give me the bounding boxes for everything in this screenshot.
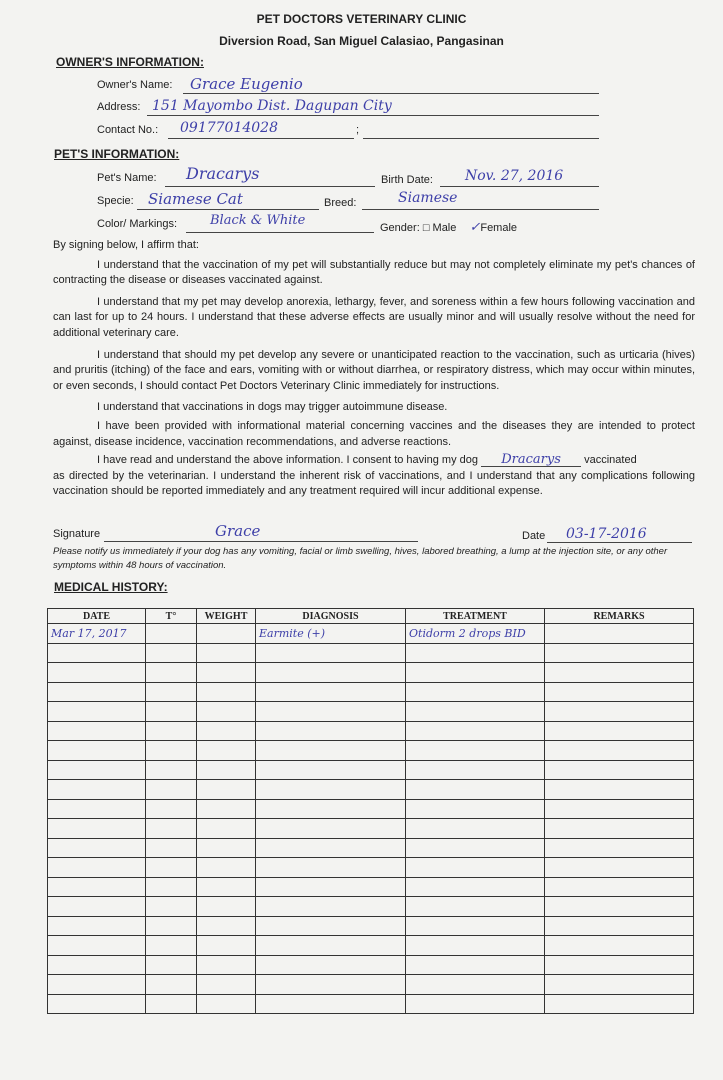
cell-temp[interactable] (146, 741, 197, 761)
table-row (48, 682, 694, 702)
table-row (48, 741, 694, 761)
table-row (48, 643, 694, 663)
birth-date-label: Birth Date: (381, 174, 433, 186)
cell-temp[interactable] (146, 838, 197, 858)
cell-treatment[interactable] (406, 682, 545, 702)
cell-treatment[interactable] (406, 897, 545, 917)
consent-p4: I understand that vaccinations in dogs may trigger autoimmune disease. (97, 401, 448, 414)
cell-date[interactable] (48, 936, 146, 956)
cell-date[interactable] (48, 682, 146, 702)
cell-date[interactable] (48, 858, 146, 878)
signature-field[interactable]: Grace (215, 522, 261, 540)
consent-p3: I understand that should my pet develop any severe or unanticipated reaction to the vaccination, such as urticaria (hives) and pruritis (itching) of the face and ears, vomiting with or without diarrhea, or respiratory distress, which may occur within minutes, or even seconds, I should contact Pet Doctors Veterinary Clinic immediately for instructions. (53, 348, 695, 392)
cell-treatment[interactable] (406, 858, 545, 878)
owner-name-label: Owner's Name: (97, 79, 173, 91)
birth-date-line (440, 186, 599, 187)
clinic-name: PET DOCTORS VETERINARY CLINIC (256, 12, 467, 26)
date-field[interactable]: 03-17-2016 (566, 526, 647, 542)
cell-date[interactable] (48, 799, 146, 819)
cell-diagnosis[interactable] (256, 643, 406, 663)
gender-group (380, 220, 517, 235)
cell-date[interactable] (48, 663, 146, 683)
cell-diagnosis[interactable] (256, 663, 406, 683)
cell-remarks[interactable] (545, 663, 694, 683)
col-treatment-header: TREATMENT (406, 609, 545, 624)
cell-treatment[interactable] (406, 799, 545, 819)
consent-p2: I understand that my pet may develop anorexia, lethargy, fever, and soreness within a few hours following vaccination and can last for up to 24 hours. I understand that these adverse effects are usually minor and will usually resolve without the need for additional veterinary care. (53, 295, 695, 339)
cell-date[interactable] (48, 897, 146, 917)
color-label: Color/ Markings: (97, 218, 178, 230)
cell-remarks[interactable] (545, 936, 694, 956)
consent-p1: I understand that the vaccination of my pet will substantially reduce but may not completely eliminate my pet's chances of contracting the disease or diseases vaccinated against. (53, 258, 695, 287)
cell-weight[interactable] (197, 682, 256, 702)
cell-diagnosis[interactable] (256, 741, 406, 761)
signature-label: Signature (53, 528, 101, 540)
cell-temp[interactable] (146, 624, 197, 644)
male-checkbox[interactable]: □ (422, 222, 430, 234)
contact-line-2 (363, 138, 599, 139)
cell-treatment[interactable] (406, 955, 545, 975)
cell-weight[interactable] (197, 624, 256, 644)
cell-diagnosis[interactable] (256, 877, 406, 897)
cell-remarks[interactable] (545, 819, 694, 839)
cell-diagnosis[interactable] (256, 780, 406, 800)
table-row (48, 858, 694, 878)
date-line (547, 542, 692, 543)
male-label: Male (432, 222, 457, 234)
cell-remarks[interactable] (545, 741, 694, 761)
cell-remarks[interactable] (545, 838, 694, 858)
gender-label: Gender: (380, 222, 420, 234)
cell-remarks[interactable] (545, 721, 694, 741)
cell-treatment[interactable] (406, 760, 545, 780)
cell-temp[interactable] (146, 663, 197, 683)
cell-date[interactable] (48, 955, 146, 975)
cell-temp[interactable] (146, 994, 197, 1014)
cell-diagnosis[interactable] (256, 994, 406, 1014)
date-label: Date (522, 530, 546, 542)
specie-label: Specie: (97, 195, 134, 207)
cell-weight[interactable] (197, 799, 256, 819)
cell-temp[interactable] (146, 975, 197, 995)
cell-temp[interactable] (146, 936, 197, 956)
cell-weight[interactable] (197, 643, 256, 663)
consent-pet-name-field[interactable]: Dracarys (481, 453, 581, 467)
cell-temp[interactable] (146, 780, 197, 800)
color-field[interactable]: Black & White (210, 213, 306, 228)
cell-remarks[interactable] (545, 643, 694, 663)
cell-remarks[interactable] (545, 624, 694, 644)
cell-weight[interactable] (197, 838, 256, 858)
cell-diagnosis[interactable] (256, 975, 406, 995)
table-header-row (48, 609, 694, 624)
owner-name-line (183, 93, 599, 94)
consent-p7: as directed by the veterinarian. I understand the inherent risk of vaccinations, and I understand that any complications following vaccination should be reported immediately and any treatment required will incur additional expense. (53, 469, 695, 498)
cell-weight[interactable] (197, 702, 256, 722)
cell-weight[interactable] (197, 663, 256, 683)
col-date-header: DATE (48, 609, 146, 624)
cell-remarks[interactable] (545, 858, 694, 878)
cell-temp[interactable] (146, 702, 197, 722)
female-label: Female (480, 222, 518, 234)
table-row (48, 975, 694, 995)
consent-p6a: I have read and understand the above information. I consent to having my dog (97, 454, 478, 467)
consent-p5: I have been provided with informational material concerning vaccines and the diseases they are intended to protect against, disease incidence, vaccination recommendations, and adverse reactions. (53, 419, 695, 448)
table-row (48, 819, 694, 839)
signature-line (104, 541, 418, 542)
col-weight-header: WEIGHT (197, 609, 256, 624)
cell-diagnosis[interactable] (256, 955, 406, 975)
cell-temp[interactable] (146, 897, 197, 917)
cell-diagnosis[interactable] (256, 819, 406, 839)
birth-date-field[interactable]: Nov. 27, 2016 (465, 168, 564, 184)
cell-weight[interactable] (197, 897, 256, 917)
cell-temp[interactable] (146, 643, 197, 663)
cell-treatment[interactable] (406, 741, 545, 761)
cell-remarks[interactable] (545, 799, 694, 819)
cell-temp[interactable] (146, 916, 197, 936)
table-row (48, 877, 694, 897)
cell-weight[interactable] (197, 780, 256, 800)
cell-date[interactable] (48, 760, 146, 780)
cell-remarks[interactable] (545, 780, 694, 800)
cell-date[interactable] (48, 819, 146, 839)
col-diagnosis-header: DIAGNOSIS (256, 609, 406, 624)
cell-weight[interactable] (197, 858, 256, 878)
table-row (48, 663, 694, 683)
cell-diagnosis[interactable] (256, 838, 406, 858)
consent-text (53, 238, 695, 500)
owner-name-field[interactable]: Grace Eugenio (190, 75, 303, 93)
medical-history-title: MEDICAL HISTORY: (54, 580, 168, 594)
cell-diagnosis[interactable] (256, 936, 406, 956)
cell-weight[interactable] (197, 721, 256, 741)
medical-history-table (47, 608, 694, 1014)
cell-weight[interactable] (197, 936, 256, 956)
cell-weight[interactable] (197, 955, 256, 975)
cell-date[interactable] (48, 780, 146, 800)
cell-weight[interactable] (197, 877, 256, 897)
owner-section-title: OWNER'S INFORMATION: (56, 55, 204, 69)
contact-line (168, 138, 354, 139)
cell-weight[interactable] (197, 994, 256, 1014)
cell-temp[interactable] (146, 682, 197, 702)
cell-treatment[interactable] (406, 877, 545, 897)
table-row (48, 760, 694, 780)
cell-date[interactable] (48, 838, 146, 858)
cell-temp[interactable] (146, 721, 197, 741)
cell-date[interactable] (48, 877, 146, 897)
address-line (147, 115, 599, 116)
cell-date[interactable] (48, 643, 146, 663)
cell-remarks[interactable] (545, 702, 694, 722)
cell-date[interactable] (48, 916, 146, 936)
table-row (48, 936, 694, 956)
cell-diagnosis[interactable] (256, 916, 406, 936)
cell-treatment[interactable] (406, 975, 545, 995)
consent-p6 (53, 453, 695, 469)
cell-remarks[interactable] (545, 760, 694, 780)
cell-diagnosis[interactable] (256, 858, 406, 878)
cell-treatment[interactable] (406, 643, 545, 663)
specie-field[interactable]: Siamese Cat (148, 190, 243, 208)
cell-temp[interactable] (146, 760, 197, 780)
contact-label: Contact No.: (97, 124, 159, 136)
notice-text: Please notify us immediately if your dog has any vomiting, facial or limb swelling, hives, labored breathing, a lump at the injection site, or any other symptoms within 48 hours of vaccination. (53, 546, 668, 571)
cell-treatment[interactable] (406, 838, 545, 858)
cell-diagnosis[interactable] (256, 702, 406, 722)
cell-temp[interactable] (146, 819, 197, 839)
cell-diagnosis[interactable]: Earmite (+) (256, 624, 406, 644)
pet-name-field[interactable]: Dracarys (186, 164, 260, 183)
cell-treatment[interactable] (406, 936, 545, 956)
col-remarks-header: REMARKS (545, 609, 694, 624)
cell-date[interactable] (48, 975, 146, 995)
cell-diagnosis[interactable] (256, 721, 406, 741)
pet-name-label: Pet's Name: (97, 172, 157, 184)
table-row (48, 897, 694, 917)
table-row (48, 624, 694, 644)
breed-label: Breed: (324, 197, 357, 209)
address-field[interactable]: 151 Mayombo Dist. Dagupan City (152, 98, 392, 114)
cell-weight[interactable] (197, 975, 256, 995)
cell-weight[interactable] (197, 760, 256, 780)
cell-remarks[interactable] (545, 975, 694, 995)
breed-field[interactable]: Siamese (398, 190, 458, 206)
cell-remarks[interactable] (545, 994, 694, 1014)
address-label: Address: (97, 101, 141, 113)
specie-line (137, 209, 319, 210)
col-temp-header: T° (146, 609, 197, 624)
consent-intro: By signing below, I affirm that: (53, 239, 199, 251)
table-row (48, 721, 694, 741)
cell-temp[interactable] (146, 955, 197, 975)
table-row (48, 955, 694, 975)
table-row (48, 702, 694, 722)
cell-date[interactable]: Mar 17, 2017 (48, 624, 146, 644)
cell-weight[interactable] (197, 916, 256, 936)
cell-remarks[interactable] (545, 877, 694, 897)
cell-treatment[interactable] (406, 663, 545, 683)
cell-remarks[interactable] (545, 916, 694, 936)
cell-date[interactable] (48, 741, 146, 761)
contact-field[interactable]: 09177014028 (180, 120, 278, 136)
cell-treatment[interactable] (406, 916, 545, 936)
cell-date[interactable] (48, 702, 146, 722)
female-checkbox[interactable]: ✓ (469, 220, 481, 235)
cell-temp[interactable] (146, 858, 197, 878)
table-row (48, 838, 694, 858)
contact-separator: ; (356, 124, 360, 136)
cell-temp[interactable] (146, 799, 197, 819)
cell-weight[interactable] (197, 741, 256, 761)
cell-remarks[interactable] (545, 955, 694, 975)
cell-treatment[interactable] (406, 780, 545, 800)
cell-remarks[interactable] (545, 897, 694, 917)
cell-treatment[interactable] (406, 994, 545, 1014)
cell-treatment[interactable] (406, 702, 545, 722)
pet-section-title: PET'S INFORMATION: (54, 147, 180, 161)
medical-history-body (48, 624, 694, 1014)
cell-treatment[interactable] (406, 819, 545, 839)
table-row (48, 799, 694, 819)
consent-p6b: vaccinated (584, 454, 637, 467)
table-row (48, 994, 694, 1014)
cell-weight[interactable] (197, 819, 256, 839)
cell-date[interactable] (48, 721, 146, 741)
pet-name-line (165, 186, 375, 187)
cell-diagnosis[interactable] (256, 682, 406, 702)
cell-treatment[interactable] (406, 721, 545, 741)
cell-treatment[interactable]: Otidorm 2 drops BID (406, 624, 545, 644)
cell-temp[interactable] (146, 877, 197, 897)
clinic-address: Diversion Road, San Miguel Calasiao, Pangasinan (219, 34, 504, 48)
cell-diagnosis[interactable] (256, 799, 406, 819)
breed-line (362, 209, 599, 210)
table-row (48, 916, 694, 936)
cell-date[interactable] (48, 994, 146, 1014)
cell-diagnosis[interactable] (256, 897, 406, 917)
color-line (186, 232, 374, 233)
cell-diagnosis[interactable] (256, 760, 406, 780)
table-row (48, 780, 694, 800)
cell-remarks[interactable] (545, 682, 694, 702)
